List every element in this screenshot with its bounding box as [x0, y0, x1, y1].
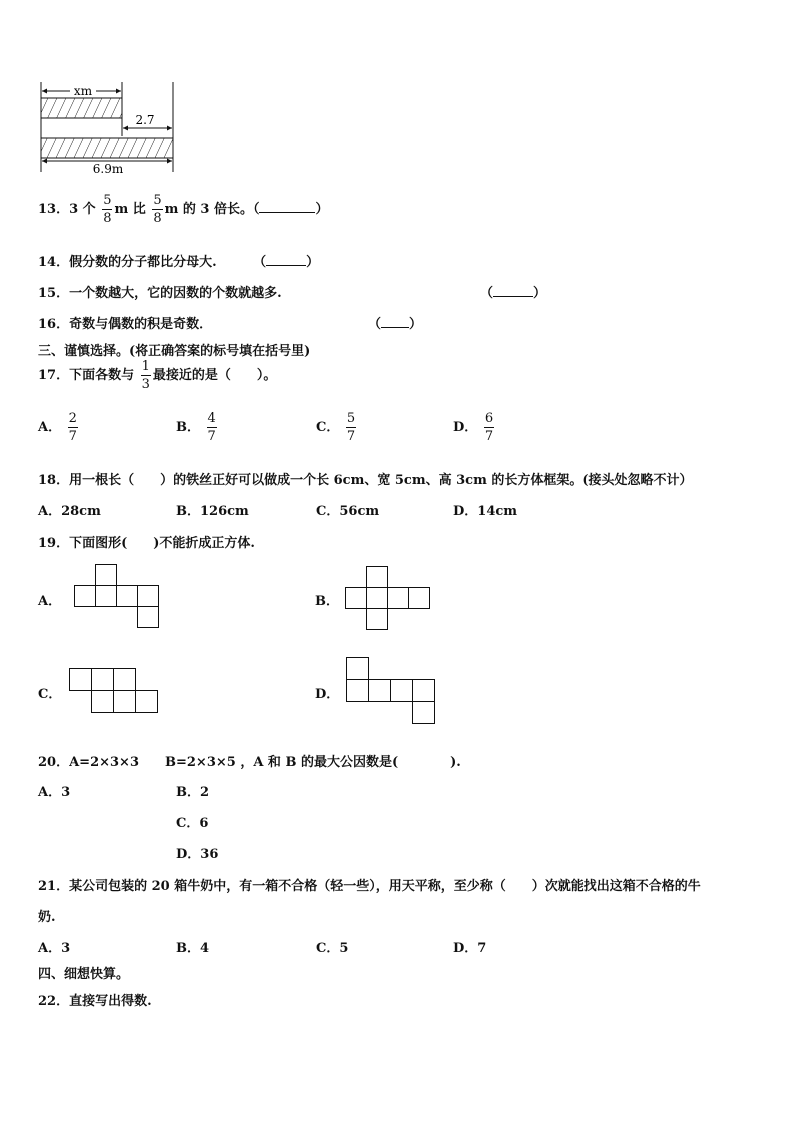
q19-option-a-label[interactable]: A． — [38, 594, 62, 609]
lower-shaded-strip — [41, 138, 173, 158]
answer-blank[interactable] — [381, 317, 409, 328]
question-13: 13．3 个 $\frac{5}{8}$ m 比 $\frac{5}{8}$ m 的 3 倍长。（ ） — [38, 193, 329, 226]
question-15: 15．一个数越大，它的因数的个数就越多. — [38, 286, 282, 301]
q15-answer-bracket: （ ） — [480, 286, 547, 301]
fraction-5-8: $\frac{5}{8}$ — [103, 193, 112, 226]
question-20: 20．A=2×3×3 B=2×3×5 ，A 和 B 的最大公因数是( ). — [38, 755, 461, 770]
question-21: 21．某公司包装的 20 箱牛奶中，有一箱不合格（轻一些），用天平称，至少称（ ）次就能找出这箱不合格的牛 — [38, 879, 701, 894]
question-18: 18．用一根长（ ）的铁丝正好可以做成一个长 6cm、宽 5cm、高 3cm 的长方体框架。(接头处忽略不计） — [38, 473, 693, 488]
rectangle-strip-diagram — [30, 78, 190, 176]
q20-option-b[interactable]: B．2 — [176, 785, 210, 800]
question-14: 14．假分数的分子都比分母大. （ ） — [38, 255, 320, 270]
answer-blank[interactable] — [493, 286, 533, 297]
upper-shaded-strip — [41, 98, 122, 118]
cube-net-b — [345, 566, 433, 632]
q21-option-c[interactable]: C．5 — [316, 941, 349, 956]
q17-option-c[interactable]: C． $\frac{5}{7}$ — [316, 411, 356, 444]
q19-option-b-label[interactable]: B． — [315, 594, 339, 609]
fraction-1-3: $\frac{1}{3}$ — [141, 359, 150, 392]
diagram-label-bottom: 6.9m — [92, 162, 124, 176]
q20-option-d[interactable]: D．36 — [176, 847, 219, 862]
q21-option-a[interactable]: A．3 — [38, 941, 71, 956]
section-4-heading: 四、细想快算。 — [38, 967, 130, 982]
cube-net-a — [74, 564, 160, 630]
answer-blank[interactable] — [266, 255, 306, 266]
question-19: 19．下面图形( )不能折成正方体. — [38, 536, 255, 551]
question-22: 22．直接写出得数. — [38, 994, 152, 1009]
section-3-heading: 三、谨慎选择。(将正确答案的标号填在括号里) — [38, 344, 311, 359]
q18-option-c[interactable]: C．56cm — [316, 504, 380, 519]
q13-number: 13． — [38, 202, 70, 217]
cube-net-d — [346, 657, 438, 725]
q19-option-c-label[interactable]: C． — [38, 687, 62, 702]
fraction-5-8: $\frac{5}{8}$ — [153, 193, 162, 226]
q20-option-c[interactable]: C．6 — [176, 816, 209, 831]
question-17: 17．下面各数与 $\frac{1}{3}$ 最接近的是（ ）。 — [38, 359, 277, 392]
q21-option-b[interactable]: B．4 — [176, 941, 210, 956]
q17-option-d[interactable]: D． $\frac{6}{7}$ — [453, 411, 494, 444]
q18-option-a[interactable]: A．28cm — [38, 504, 101, 519]
diagram-label-mid: 2.7 — [135, 113, 155, 127]
answer-blank[interactable] — [259, 202, 315, 213]
q18-option-d[interactable]: D．14cm — [453, 504, 518, 519]
q18-option-b[interactable]: B．126cm — [176, 504, 249, 519]
question-16: 16．奇数与偶数的积是奇数． — [38, 317, 213, 332]
q17-option-a[interactable]: A． $\frac{2}{7}$ — [38, 411, 77, 444]
q21-option-d[interactable]: D．7 — [453, 941, 487, 956]
q16-answer-bracket: （ ） — [368, 317, 423, 332]
diagram-label-top: xm — [73, 84, 93, 98]
question-21-continued: 奶. — [38, 910, 56, 925]
q17-option-b[interactable]: B． $\frac{4}{7}$ — [176, 411, 216, 444]
q20-option-a[interactable]: A．3 — [38, 785, 71, 800]
cube-net-c — [69, 668, 161, 714]
q19-option-d-label[interactable]: D． — [315, 687, 340, 702]
